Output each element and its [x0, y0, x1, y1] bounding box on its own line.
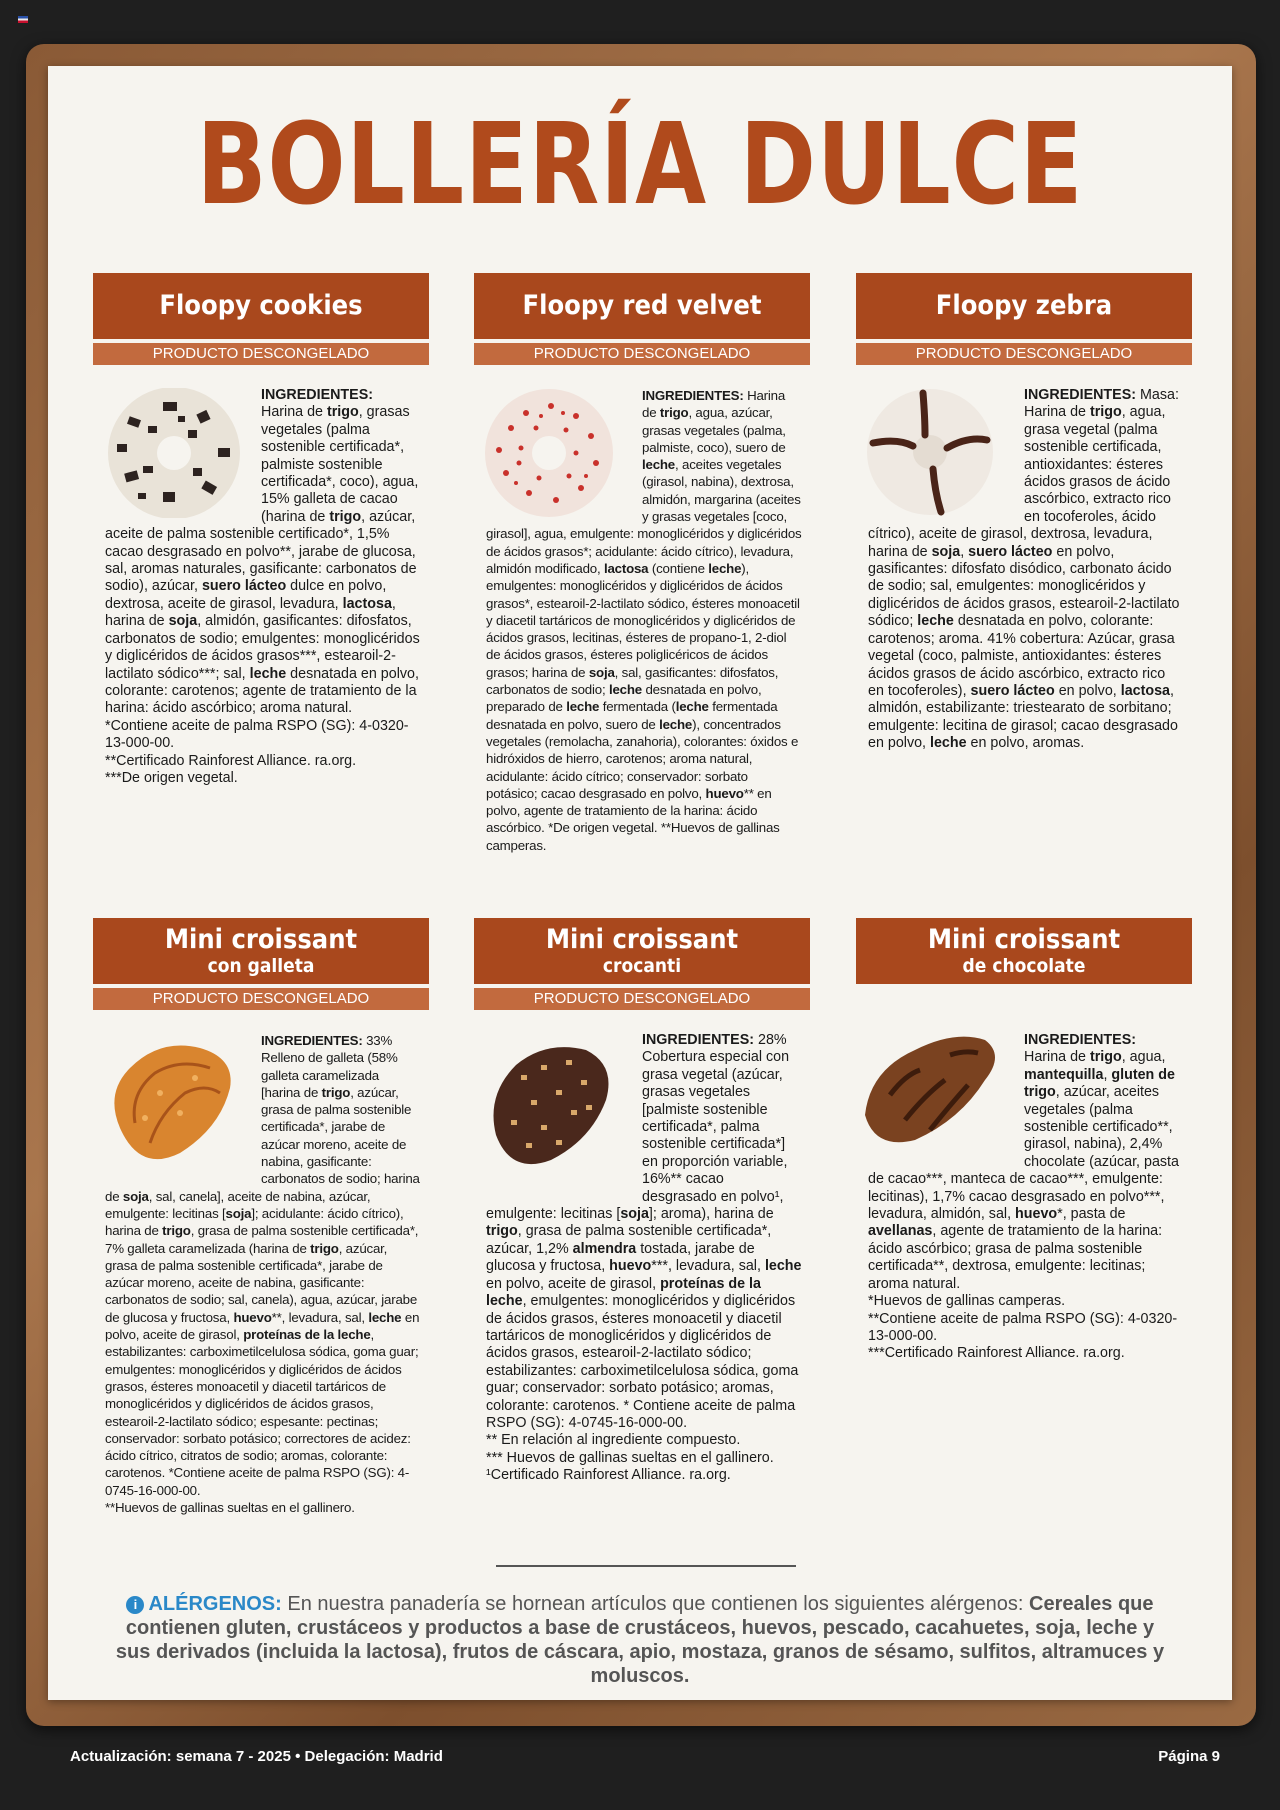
product-card-mini-croissant-crocanti [474, 918, 810, 1010]
product-card-floopy-cookies [93, 273, 429, 365]
product-header [93, 918, 429, 984]
ingredients-text [105, 1032, 421, 1516]
image-spacer [868, 387, 1024, 515]
product-name-sub: de chocolate [962, 955, 1086, 977]
allergens-label: ALÉRGENOS: [148, 1593, 282, 1615]
page-title: BOLLERÍA DULCE [196, 100, 1084, 230]
ingredients-body: INGREDIENTES: Harina de trigo, agua, azúcar, grasas vegetales (palma, palmiste, coco), suero de leche, aceites vegetales (girasol, nabina), dextrosa, almidón, margarina (aceites y grasas vegetales [coco, girasol], agua, emulgente: monoglicéridos y diglicéridos de ácidos grasos*; acidulante: ácido cítrico), levadura, almidón modificado, lactosa (contiene leche), emulgentes: monoglicéridos y diglicéridos de ácidos grasos*, estearoil-2-lactilato sódico, ésteres monoacetil y diacetil tartáricos de monoglicéridos y diglicéridos de ácidos grasos, lecitinas, ésteres de propano-1, 2-diol de ácidos grasos, ésteres poliglicéricos de ácidos grasos; harina de soja, sal, gasificantes: difosfatos, carbonatos de sodio; leche desnatada en polvo, preparado de leche fermentada (leche fermentada desnatada en polvo, suero de leche), concentrados vegetales (remolacha, zanahoria), colorantes: óxidos e hidróxidos de hierro, carotenos; aroma natural, acidulante: ácido cítrico; conservador: sorbato potásico; cacao desgrasado en polvo, huevo** en polvo, agente de tratamiento de la harina: ácido ascórbico. *De origen vegetal. **Huevos de gallinas camperas. [486, 388, 802, 853]
allergens-notice [110, 1592, 1170, 1688]
product-name: Mini croissant [164, 924, 358, 955]
product-name-sub: crocanti [602, 955, 682, 977]
page-number: Página 9 [1158, 1748, 1220, 1765]
product-card-floopy-zebra [856, 273, 1192, 365]
allergens-list: Cereales que contienen gluten, crustáceos y productos a base de crustáceos, huevos, pescado, cacahuetes, soja, leche y sus derivados (incluida la lactosa), frutos de cáscara, apio, mostaza, granos de sésamo, sulfitos, altramuces y moluscos. [115, 1593, 1165, 1687]
product-name: Floopy zebra [935, 290, 1113, 321]
allergens-intro: En nuestra panadería se hornean artículos que contienen los siguientes alérgenos: [287, 1593, 1024, 1615]
product-name: Floopy red velvet [522, 290, 762, 321]
product-card-mini-croissant-galleta [93, 918, 429, 1010]
info-icon: i [126, 1596, 144, 1614]
product-header [474, 273, 810, 339]
divider [496, 1565, 796, 1567]
product-name: Floopy cookies [159, 290, 363, 321]
product-status: PRODUCTO DESCONGELADO [93, 988, 429, 1010]
product-status: PRODUCTO DESCONGELADO [474, 343, 810, 365]
product-status: PRODUCTO DESCONGELADO [474, 988, 810, 1010]
language-flag-icon[interactable] [18, 16, 28, 23]
image-spacer [105, 1032, 261, 1174]
product-status: PRODUCTO DESCONGELADO [93, 343, 429, 365]
product-header [474, 918, 810, 984]
ingredients-body: INGREDIENTES: Harina de trigo, agua, mantequilla, gluten de trigo, azúcar, aceites vegetales (palma sostenible certificado**, girasol, nabina), 2,4% chocolate (azúcar, pasta de cacao***, manteca de cacao***, emulgente: lecitinas), 1,7% cacao desgrasado en polvo***, levadura, almidón, sal, huevo*, pasta de avellanas, agente de tratamiento de la harina: ácido ascórbico; grasa de palma sostenible certificada**, dextrosa, emulgente: lecitinas; aroma natural. *Huevos de gallinas camperas. **Contiene aceite de palma RSPO (SG): 4-0320-13-000-00. ***Certificado Rainforest Alliance. ra.org. [868, 1032, 1179, 1362]
ingredients-body: INGREDIENTES: 28% Cobertura especial con grasa vegetal (azúcar, grasas vegetales [palmiste sostenible certificada*, palma sostenible certificada*] en proporción variable, 16%** cacao desgrasado en polvo¹, emulgente: lecitinas [soja]; aroma), harina de trigo, grasa de palma sostenible certificada*, azúcar, 1,2% almendra tostada, jarabe de glucosa y fructosa, huevo***, levadura, sal, leche en polvo, aceite de girasol, proteínas de la leche, emulgentes: monoglicéridos y diglicéridos de ácidos grasos, ésteres monoacetil y diacetil tartáricos de monoglicéridos y diglicéridos de ácidos grasos, estearoil-2-lactilato sódico; estabilizantes: carboximetilcelulosa sódica, goma guar; conservador: sorbato potásico; aromas, colorante: carotenos. * Contiene aceite de palma RSPO (SG): 4-0745-16-000-00. ** En relación al ingrediente compuesto. *** Huevos de gallinas sueltas en el gallinero. ¹Certificado Rainforest Alliance. ra.org. [486, 1032, 802, 1484]
ingredients-text [868, 1032, 1183, 1363]
product-header [856, 273, 1192, 339]
image-spacer [486, 387, 642, 515]
ingredients-body: INGREDIENTES: 33% Relleno de galleta (58% galleta caramelizada [harina de trigo, azúcar, grasa de palma sostenible certificada*, jarabe de azúcar moreno, aceite de nabina, gasificante: carbonatos de sodio; harina de soja, sal, canela], aceite de nabina, azúcar, emulgente: lecitinas [soja]; acidulante: ácido cítrico), harina de trigo, grasa de palma sostenible certificada*, 7% galleta caramelizada (harina de trigo, azúcar, grasa de palma sostenible certificada*, jarabe de azúcar moreno, aceite de nabina, gasificante: carbonatos de sodio; sal, canela), agua, azúcar, jarabe de glucosa y fructosa, huevo**, levadura, sal, leche en polvo, aceite de girasol, proteínas de la leche, estabilizantes: carboximetilcelulosa sódica, goma guar; emulgentes: monoglicéridos y diglicéridos de ácidos grasos, ésteres monoacetil y diacetil tartáricos de monoglicéridos y diglicéridos de ácidos grasos, estearoil-2-lactilato sódico; espesante: pectinas; conservador: sorbato potásico; correctores de acidez: ácido cítrico, citratos de sodio; aromas, colorante: carotenos. *Contiene aceite de palma RSPO (SG): 4-0745-16-000-00. **Huevos de gallinas sueltas en el gallinero. [105, 1033, 420, 1516]
product-name: Mini croissant [927, 924, 1121, 955]
image-spacer [868, 1032, 1024, 1162]
ingredients-body: INGREDIENTES: Masa: Harina de trigo, agua, grasa vegetal (palma sostenible certificada, antioxidantes: ésteres ácidos grasos de ácido ascórbico, extracto rico en tocoferoles, ácido cítrico), aceite de girasol, dextrosa, levadura, harina de soja, suero lácteo en polvo, gasificantes: difosfato disódico, carbonato ácido de sodio; sal, emulgentes: monoglicéridos y diglicéridos de ácidos grasos, estearoil-2-lactilato sódico; leche desnatada en polvo, colorante: carotenos; aroma. 41% cobertura: Azúcar, grasa vegetal (coco, palmiste, antioxidantes: ésteres ácidos grasos de ácido ascórbico, extracto rico en tocoferoles), suero lácteo en polvo, lactosa, almidón, estabilizante: triestearato de sorbitano; emulgente: lecitina de girasol; cacao desgrasado en polvo, leche en polvo, aromas. [868, 387, 1180, 752]
image-spacer [486, 1032, 642, 1200]
product-header [93, 273, 429, 339]
product-name: Mini croissant [545, 924, 739, 955]
product-name-sub: con galleta [207, 955, 315, 977]
ingredients-body: INGREDIENTES: Harina de trigo, grasas vegetales (palma sostenible certificada*, palmiste sostenible certificada*, coco), agua, 15% galleta de cacao (harina de trigo, azúcar, aceite de palma sostenible certificado*, 1,5% cacao desgrasado en polvo**, jarabe de glucosa, sal, aromas naturales, gasificante: carbonatos de sodio), azúcar, suero lácteo dulce en polvo, dextrosa, aceite de girasol, levadura, lactosa, harina de soja, almidón, gasificantes: difosfatos, carbonatos de sodio; emulgentes: monoglicéridos y diglicéridos de ácidos grasos***, estearoil-2-lactilato sódico***; sal, leche desnatada en polvo, colorante: carotenos; agente de tratamiento de la harina: ácido ascórbico; aroma natural. *Contiene aceite de palma RSPO (SG): 4-0320-13-000-00. **Certificado Rainforest Alliance. ra.org. ***De origen vegetal. [105, 387, 420, 786]
product-card-floopy-red-velvet [474, 273, 810, 365]
ingredients-text [105, 387, 421, 787]
product-header [856, 918, 1192, 984]
ingredients-text [868, 387, 1183, 753]
ingredients-text [486, 1032, 802, 1485]
ingredients-text [486, 387, 802, 854]
product-status: PRODUCTO DESCONGELADO [856, 343, 1192, 365]
product-card-mini-croissant-chocolate [856, 918, 1192, 984]
image-spacer [105, 387, 261, 515]
footer-update-info: Actualización: semana 7 - 2025 • Delegación: Madrid [70, 1748, 443, 1765]
